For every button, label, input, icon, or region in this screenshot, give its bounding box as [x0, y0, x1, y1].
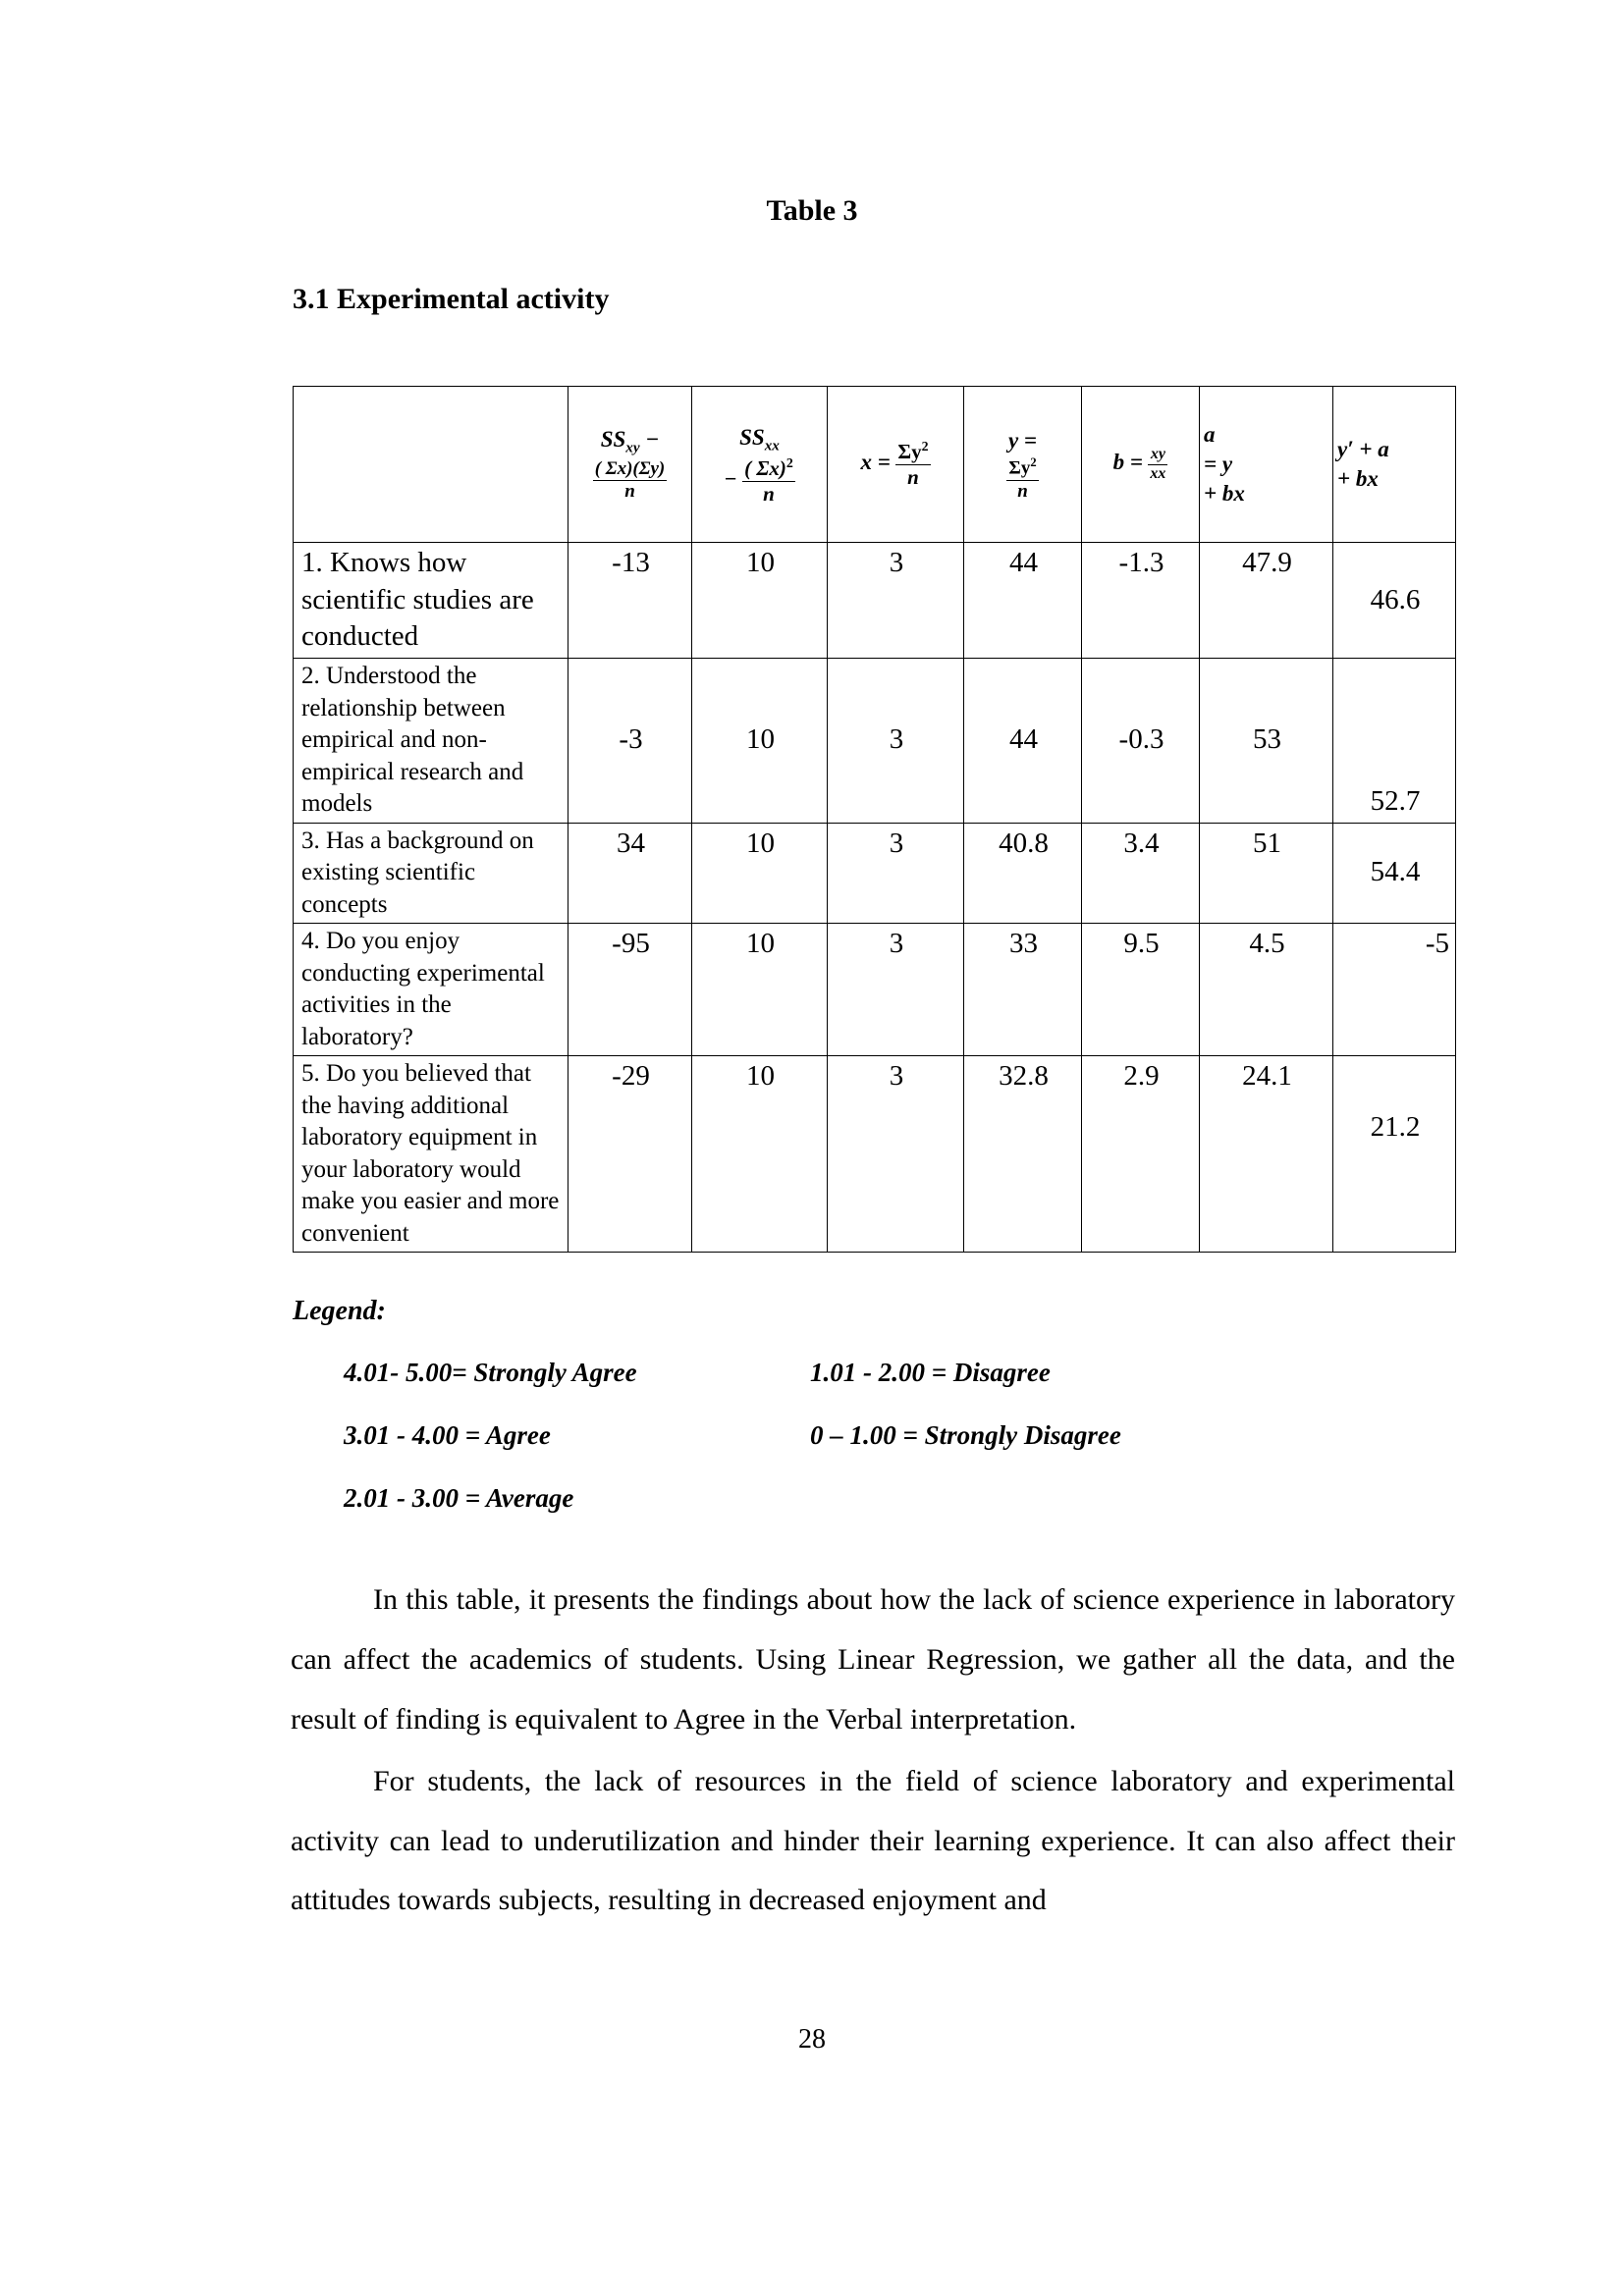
table-row	[294, 543, 1456, 659]
table-row	[294, 1056, 1456, 1253]
column-header-ss-xy: $SS_{xy}$ − $\frac{( \Sigma x)(\Sigma y)}{n}$	[568, 387, 692, 543]
section-heading: 3.1 Experimental activity	[293, 283, 610, 315]
cell-ss-xx: 10	[692, 659, 828, 824]
cell-ss-xx: 10	[692, 924, 828, 1056]
cell-ss-xy: -95	[568, 924, 692, 1056]
column-header-x-mean: x = $\frac{\Sigma y^2}{n}$	[828, 387, 964, 543]
legend-entry-disagree: 1.01 - 2.00 = Disagree	[810, 1358, 1051, 1387]
table-row	[294, 924, 1456, 1056]
legend-entry-agree: 3.01 - 4.00 = Agree	[344, 1420, 551, 1450]
cell-y-prime: 54.4	[1333, 823, 1456, 924]
legend-entry-strongly-disagree: 0 – 1.00 = Strongly Disagree	[810, 1420, 1121, 1450]
cell-b: -1.3	[1082, 543, 1200, 659]
cell-b: -0.3	[1082, 659, 1200, 824]
legend-row	[344, 1358, 1424, 1420]
cell-a: 47.9	[1200, 543, 1333, 659]
cell-y-prime: 52.7	[1333, 659, 1456, 824]
row-question: 4. Do you enjoy conducting experimental activities in the laboratory?	[294, 924, 568, 1056]
legend-entry-average: 2.01 - 3.00 = Average	[344, 1483, 574, 1513]
row-question: 1. Knows how scientific studies are conducted	[294, 543, 568, 659]
cell-a: 24.1	[1200, 1056, 1333, 1253]
cell-ss-xy: -13	[568, 543, 692, 659]
cell-ss-xx: 10	[692, 1056, 828, 1253]
cell-b: 3.4	[1082, 823, 1200, 924]
cell-x-mean: 3	[828, 543, 964, 659]
cell-x-mean: 3	[828, 924, 964, 1056]
cell-x-mean: 3	[828, 823, 964, 924]
cell-ss-xx: 10	[692, 543, 828, 659]
column-header-a: a = y + bx	[1200, 387, 1333, 543]
paragraph-1: In this table, it presents the findings about how the lack of science experience in laboratory can affect the academics of students. Using Linear Regression, we gather all the data, and the result of finding is equivalent to Agree in the Verbal interpretation.	[291, 1583, 1455, 1735]
cell-b: 9.5	[1082, 924, 1200, 1056]
cell-y-mean: 33	[964, 924, 1082, 1056]
table-row	[294, 659, 1456, 824]
cell-ss-xy: 34	[568, 823, 692, 924]
cell-a: 53	[1200, 659, 1333, 824]
legend-label: Legend:	[293, 1296, 386, 1326]
cell-y-mean: 32.8	[964, 1056, 1082, 1253]
cell-ss-xx: 10	[692, 823, 828, 924]
column-header-y-prime: y′ + a + bx	[1333, 387, 1456, 543]
legend-row	[344, 1420, 1424, 1483]
regression-results-table	[293, 386, 1455, 1253]
legend-entry-strongly-agree: 4.01- 5.00= Strongly Agree	[344, 1358, 637, 1387]
cell-x-mean: 3	[828, 1056, 964, 1253]
cell-y-mean: 44	[964, 543, 1082, 659]
page-number: 28	[798, 2024, 826, 2055]
table	[293, 386, 1456, 1253]
cell-a: 51	[1200, 823, 1333, 924]
column-header-ss-xx: $SS_{xx}$ − $\frac{( \Sigma x)^2}{n}$	[692, 387, 828, 543]
cell-y-prime: 21.2	[1333, 1056, 1456, 1253]
cell-y-prime: 46.6	[1333, 543, 1456, 659]
cell-y-mean: 40.8	[964, 823, 1082, 924]
table-header-row	[294, 387, 1456, 543]
cell-a: 4.5	[1200, 924, 1333, 1056]
body-text	[291, 1571, 1455, 1931]
paragraph-2: For students, the lack of resources in the field of science laboratory and experimental activity can lead to underutilization and hinder their learning experience. It can also affect their attitudes towards subjects, resulting in decreased enjoyment and	[291, 1764, 1455, 1917]
legend-row	[344, 1483, 1424, 1546]
cell-ss-xy: -29	[568, 1056, 692, 1253]
cell-ss-xy: -3	[568, 659, 692, 824]
column-header-y-mean: y = $\frac{\Sigma y^2}{n}$	[964, 387, 1082, 543]
column-header-b: b = $\frac{xy}{xx}$	[1082, 387, 1200, 543]
table-row	[294, 823, 1456, 924]
cell-b: 2.9	[1082, 1056, 1200, 1253]
row-question: 3. Has a background on existing scientific concepts	[294, 823, 568, 924]
cell-x-mean: 3	[828, 659, 964, 824]
column-header-question	[294, 387, 568, 543]
cell-y-mean: 44	[964, 659, 1082, 824]
page-title: Table 3	[766, 194, 858, 227]
row-question: 5. Do you believed that the having additional laboratory equipment in your laboratory would make you easier and more convenient	[294, 1056, 568, 1253]
row-question: 2. Understood the relationship between empirical and non-empirical research and models	[294, 659, 568, 824]
cell-y-prime: -5	[1333, 924, 1456, 1056]
legend	[344, 1358, 1424, 1546]
